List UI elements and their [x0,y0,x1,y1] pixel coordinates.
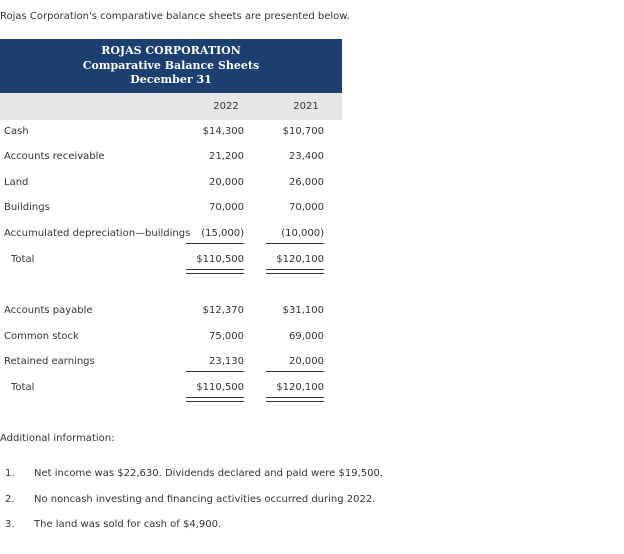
common-stock-2022: 75,000 [209,331,244,342]
additional-info-heading: Additional information: [0,433,115,444]
total-double-rule-2022-liabilities [186,397,244,402]
additional-item-text: The land was sold for cash of $4,900. [34,519,222,530]
subtotal-rule-2022-liabilities [186,371,244,372]
statement-title: Comparative Balance Sheets [82,59,260,72]
total-double-rule-2021 [266,269,324,274]
row-label-retained-earnings: Retained earnings [4,356,95,367]
accounts-receivable-2022: 21,200 [209,151,244,162]
row-label-common-stock: Common stock [4,331,79,342]
statement-header [0,39,342,93]
total-double-rule-2022 [186,269,244,274]
buildings-2022: 70,000 [209,202,244,213]
additional-item-text: Net income was $22,630. Dividends declared and paid were $19,500. [34,468,384,479]
liabilities-total-2021: $120,100 [276,382,324,393]
company-name: ROJAS CORPORATION [101,44,241,57]
total-double-rule-2021-liabilities [266,397,324,402]
accumulated-depreciation-2021: (10,000) [281,228,324,239]
cash-2022: $14,300 [202,126,244,137]
row-label-assets-total: Total [11,254,35,265]
cash-2021: $10,700 [282,126,324,137]
land-2021: 26,000 [289,177,324,188]
subtotal-rule-2021-liabilities [266,371,324,372]
row-label-buildings: Buildings [4,202,50,213]
additional-item-number: 3. [5,519,15,530]
year-2022-header: 2022 [213,101,239,112]
additional-item-number: 1. [5,468,15,479]
intro-text: Rojas Corporation's comparative balance sheets are presented below. [0,11,350,22]
subtotal-rule-2022 [186,243,244,244]
accounts-payable-2021: $31,100 [282,305,324,316]
statement-date: December 31 [130,73,212,86]
row-label-accounts-receivable: Accounts receivable [4,151,105,162]
additional-item-text: No noncash investing and financing activities occurred during 2022. [34,494,376,505]
assets-total-2022: $110,500 [196,254,244,265]
liabilities-total-2022: $110,500 [196,382,244,393]
row-label-accumulated-depreciation: Accumulated depreciation—buildings [4,228,191,239]
retained-earnings-2022: 23,130 [209,356,244,367]
retained-earnings-2021: 20,000 [289,356,324,367]
land-2022: 20,000 [209,177,244,188]
row-label-cash: Cash [4,126,29,137]
row-label-land: Land [4,177,29,188]
row-label-liabilities-total: Total [11,382,35,393]
accounts-receivable-2021: 23,400 [289,151,324,162]
subtotal-rule-2021 [266,243,324,244]
year-2021-header: 2021 [293,101,319,112]
accumulated-depreciation-2022: (15,000) [201,228,244,239]
row-label-accounts-payable: Accounts payable [4,305,93,316]
additional-item-number: 2. [5,494,15,505]
common-stock-2021: 69,000 [289,331,324,342]
accounts-payable-2022: $12,370 [202,305,244,316]
buildings-2021: 70,000 [289,202,324,213]
assets-total-2021: $120,100 [276,254,324,265]
